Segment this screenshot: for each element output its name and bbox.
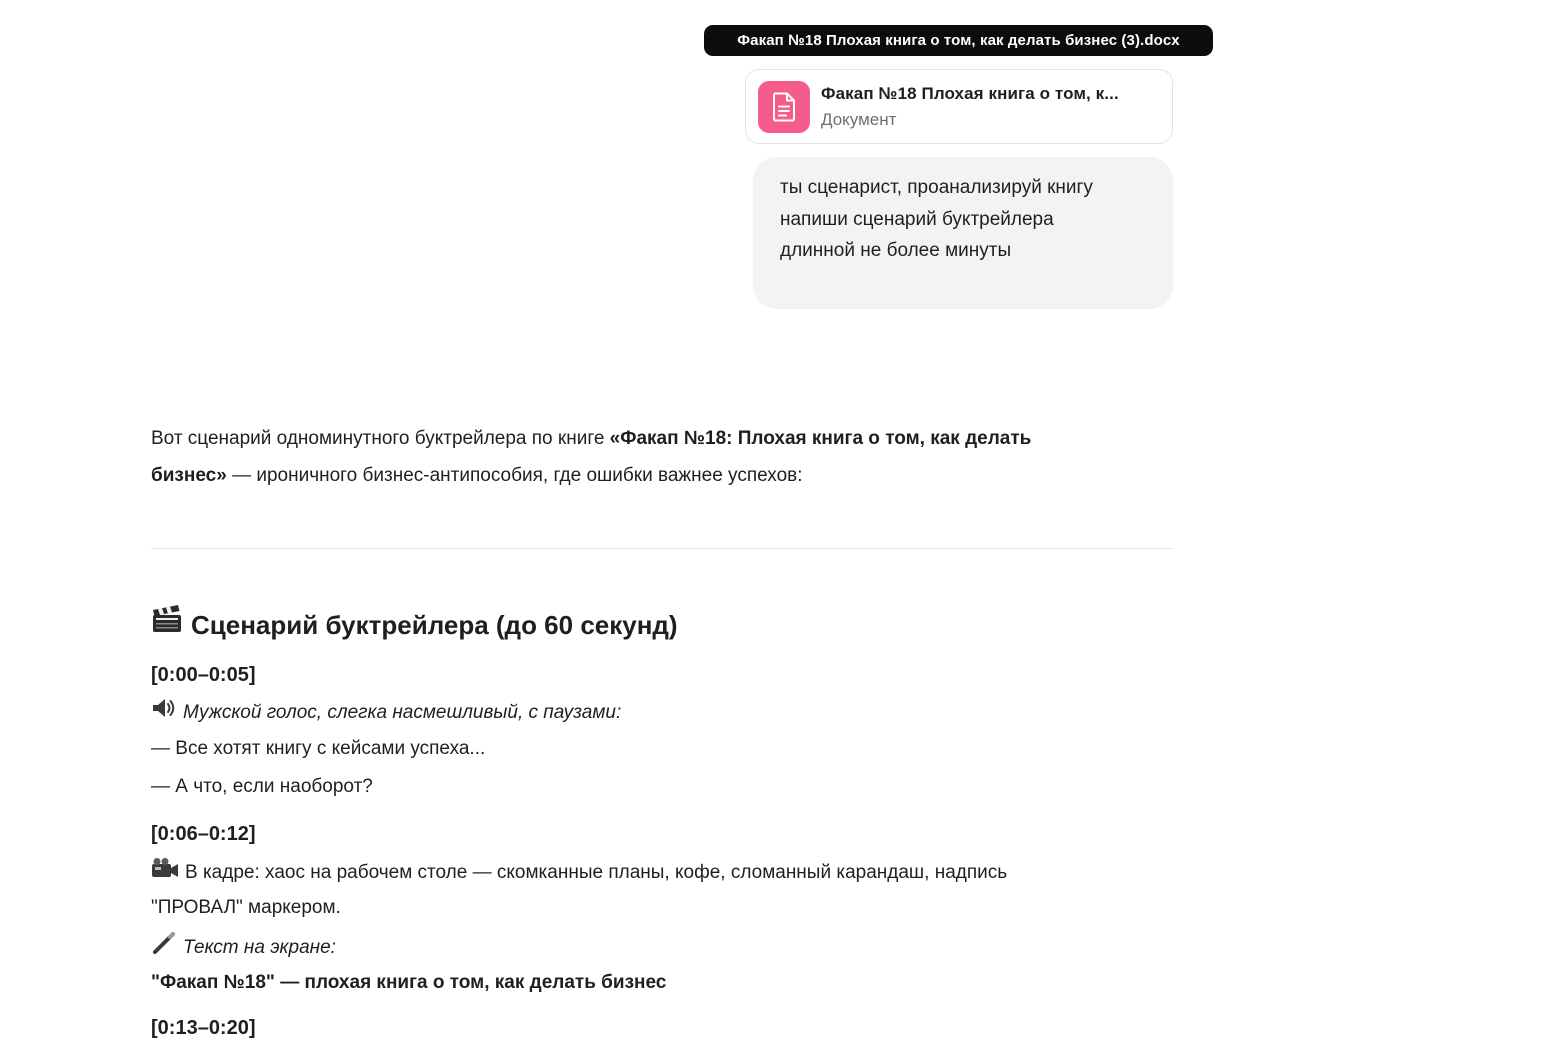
section-divider	[151, 548, 1173, 549]
attachment-meta	[821, 83, 1119, 131]
timecode: [0:13–0:20]	[151, 1017, 256, 1039]
attachment-type: Документ	[821, 109, 897, 129]
screen-text-label: Текст на экране:	[183, 937, 336, 958]
video-camera-icon	[151, 857, 185, 889]
attachment-name: Факап №18 Плохая книга о том, к...	[821, 83, 1119, 103]
intro-book-title-end: бизнес»	[151, 464, 227, 486]
user-message-line: ты сценарист, проанализируй книгу	[780, 177, 1093, 198]
pen-icon	[151, 931, 183, 965]
clapper-board-icon	[151, 604, 191, 645]
timecode: [0:06–0:12]	[151, 823, 256, 845]
intro-book-title: «Факап №18: Плохая книга о том, как делать	[609, 428, 1032, 449]
scene-description-cont: "ПРОВАЛ" маркером.	[151, 897, 341, 918]
user-message-line: длинной не более минуты	[780, 240, 1012, 261]
script-line: — А что, если наоборот?	[151, 776, 373, 797]
answer-intro	[151, 421, 1181, 494]
intro-prefix: Вот сценарий одноминутного буктрейлера по книге	[151, 428, 610, 449]
document-icon	[758, 81, 810, 133]
section-title-text: Сценарий буктрейлера (до 60 секунд)	[191, 609, 678, 640]
user-message-line: напиши сценарий буктрейлера	[780, 208, 1054, 230]
section-title	[151, 604, 678, 645]
voice-direction-text: Мужской голос, слегка насмешливый, с паузами:	[183, 702, 622, 723]
attachment-tooltip: Факап №18 Плохая книга о том, как делать бизнес (3).docx	[704, 25, 1213, 56]
voice-direction	[151, 697, 621, 729]
script-line: — Все хотят книгу с кейсами успеха...	[151, 738, 486, 759]
intro-suffix: — ироничного бизнес-антипособия, где ошибки важнее успехов:	[226, 464, 803, 486]
timecode: [0:00–0:05]	[151, 664, 256, 686]
user-message-bubble	[753, 157, 1173, 309]
scene-description	[151, 857, 1007, 889]
speaker-icon	[151, 697, 183, 729]
scene-description-text: В кадре: хаос на рабочем столе — скомканные планы, кофе, сломанный карандаш, надпись	[185, 862, 1008, 883]
screen-text-label-row	[151, 931, 336, 965]
attachment-card[interactable]	[745, 69, 1173, 144]
screen-text: "Факап №18" — плохая книга о том, как делать бизнес	[151, 972, 667, 993]
